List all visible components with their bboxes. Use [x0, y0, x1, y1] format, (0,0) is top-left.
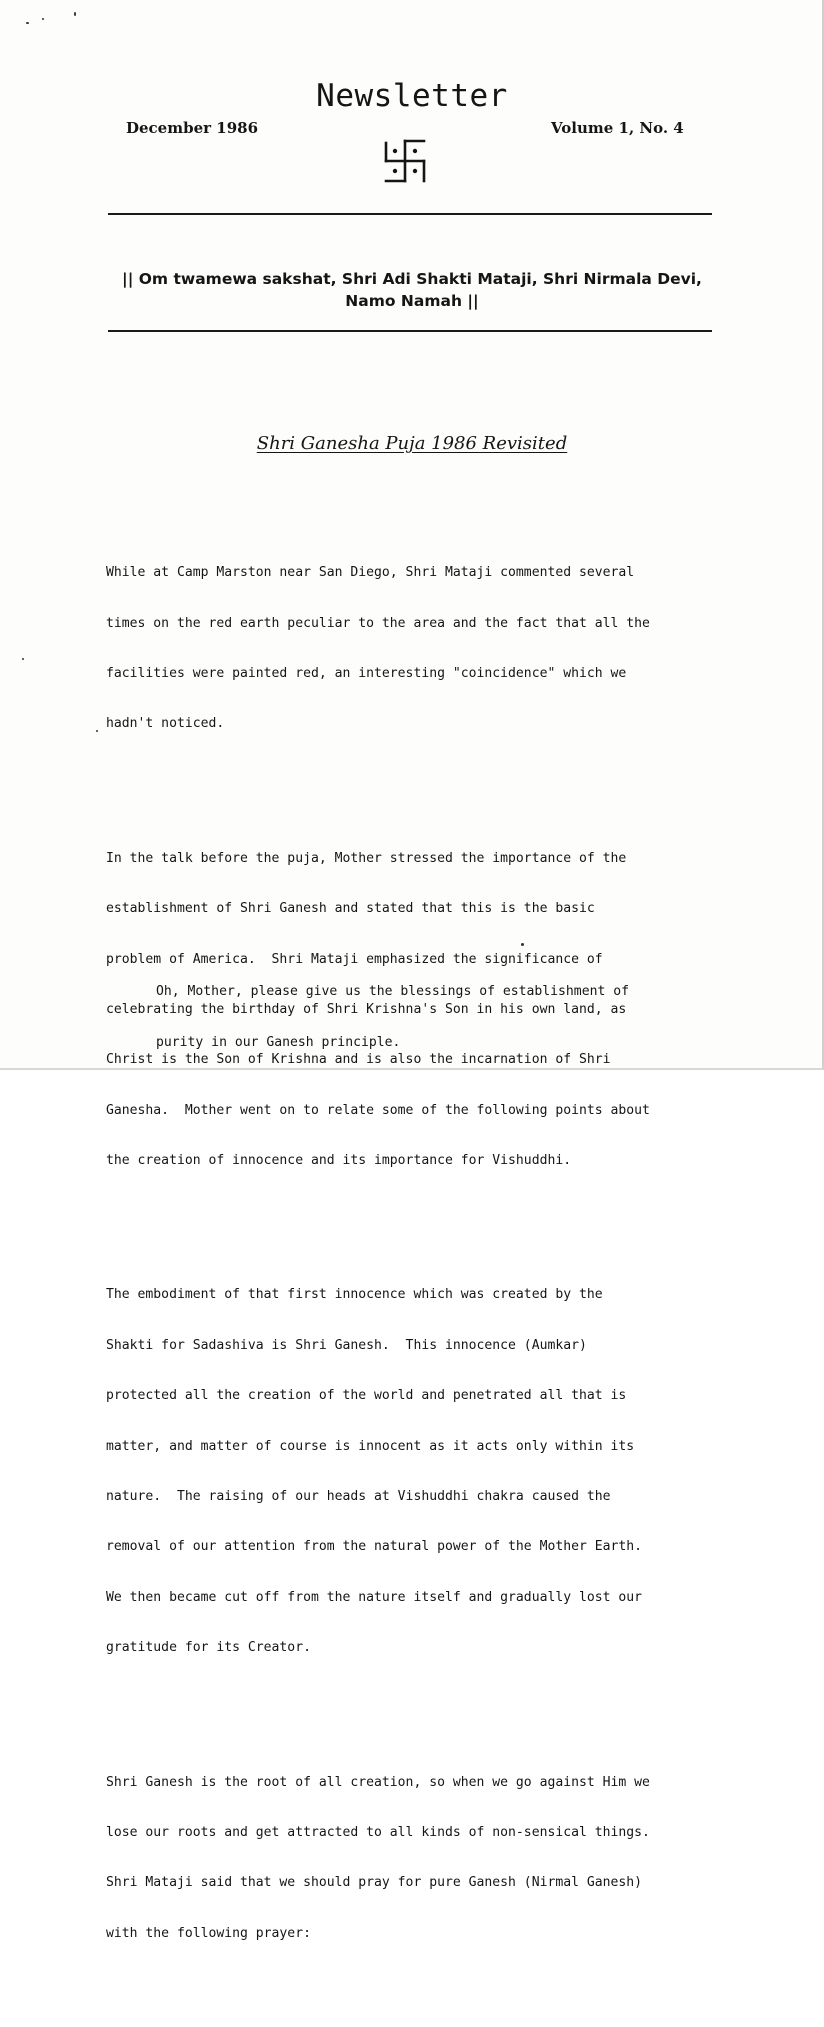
- text-line: Shri Mataji said that we should pray for pure Ganesh (Nirmal Ganesh): [106, 1875, 643, 1891]
- scan-speck: [42, 18, 44, 20]
- paragraph: [106, 1741, 718, 1976]
- issue-volume: Volume 1, No. 4: [551, 119, 684, 137]
- invocation-line-2: Namo Namah ||: [345, 292, 479, 310]
- swastika-icon: [383, 137, 427, 185]
- text-line: gratitude for its Creator.: [106, 1640, 311, 1656]
- article-body: [106, 498, 718, 2027]
- prayer-line: purity in our Ganesh principle.: [156, 1035, 401, 1050]
- scan-speck: [74, 12, 76, 16]
- scan-speck: [96, 730, 98, 732]
- paragraph: [106, 1254, 718, 1691]
- text-line: We then became cut off from the nature itself and gradually lost our: [106, 1589, 643, 1605]
- text-line: Shri Ganesh is the root of all creation, so when we go against Him we: [106, 1774, 650, 1790]
- invocation-rule-bottom: [108, 330, 712, 332]
- text-line: facilities were painted red, an interesting "coincidence" which we: [106, 665, 627, 681]
- scan-speck: [26, 22, 29, 24]
- invocation-line-1: || Om twamewa sakshat, Shri Adi Shakti Mataji, Shri Nirmala Devi,: [122, 270, 702, 288]
- prayer-quote: [156, 949, 716, 1085]
- masthead-rule-top: [108, 213, 712, 215]
- text-line: In the talk before the puja, Mother stressed the importance of the: [106, 850, 627, 866]
- issue-date: December 1986: [126, 119, 259, 137]
- text-line: nature. The raising of our heads at Vishuddhi chakra caused the: [106, 1489, 611, 1505]
- scan-speck: [521, 943, 524, 946]
- text-line: matter, and matter of course is innocent as it acts only within its: [106, 1438, 635, 1454]
- text-line: times on the red earth peculiar to the area and the fact that all the: [106, 615, 650, 631]
- text-line: lose our roots and get attracted to all kinds of non-sensical things.: [106, 1824, 650, 1840]
- text-line: the creation of innocence and its importance for Vishuddhi.: [106, 1153, 572, 1169]
- text-line: The embodiment of that first innocence which was created by the: [106, 1287, 603, 1303]
- text-line: establishment of Shri Ganesh and stated that this is the basic: [106, 901, 595, 917]
- text-line: with the following prayer:: [106, 1925, 311, 1941]
- text-line: hadn't noticed.: [106, 716, 225, 732]
- text-line: protected all the creation of the world and penetrated all that is: [106, 1388, 627, 1404]
- paragraph: [106, 532, 718, 767]
- text-line: Shakti for Sadashiva is Shri Ganesh. This innocence (Aumkar): [106, 1337, 587, 1353]
- text-line: problem of America. Shri Mataji emphasized the significance of: [106, 951, 603, 967]
- article-title: Shri Ganesha Puja 1986 Revisited: [256, 433, 568, 454]
- text-line: Christ is the Son of Krishna and is also the incarnation of Shri: [106, 1052, 611, 1068]
- scan-speck: [22, 658, 24, 660]
- newsletter-title: Newsletter: [316, 78, 508, 114]
- invocation: [100, 268, 724, 312]
- text-line: removal of our attention from the natural power of the Mother Earth.: [106, 1539, 643, 1555]
- text-line: Ganesha. Mother went on to relate some of the following points about: [106, 1102, 650, 1118]
- prayer-line: Oh, Mother, please give us the blessings of establishment of: [156, 984, 629, 999]
- text-line: While at Camp Marston near San Diego, Shri Mataji commented several: [106, 565, 635, 581]
- text-line: celebrating the birthday of Shri Krishna's Son in his own land, as: [106, 1001, 627, 1017]
